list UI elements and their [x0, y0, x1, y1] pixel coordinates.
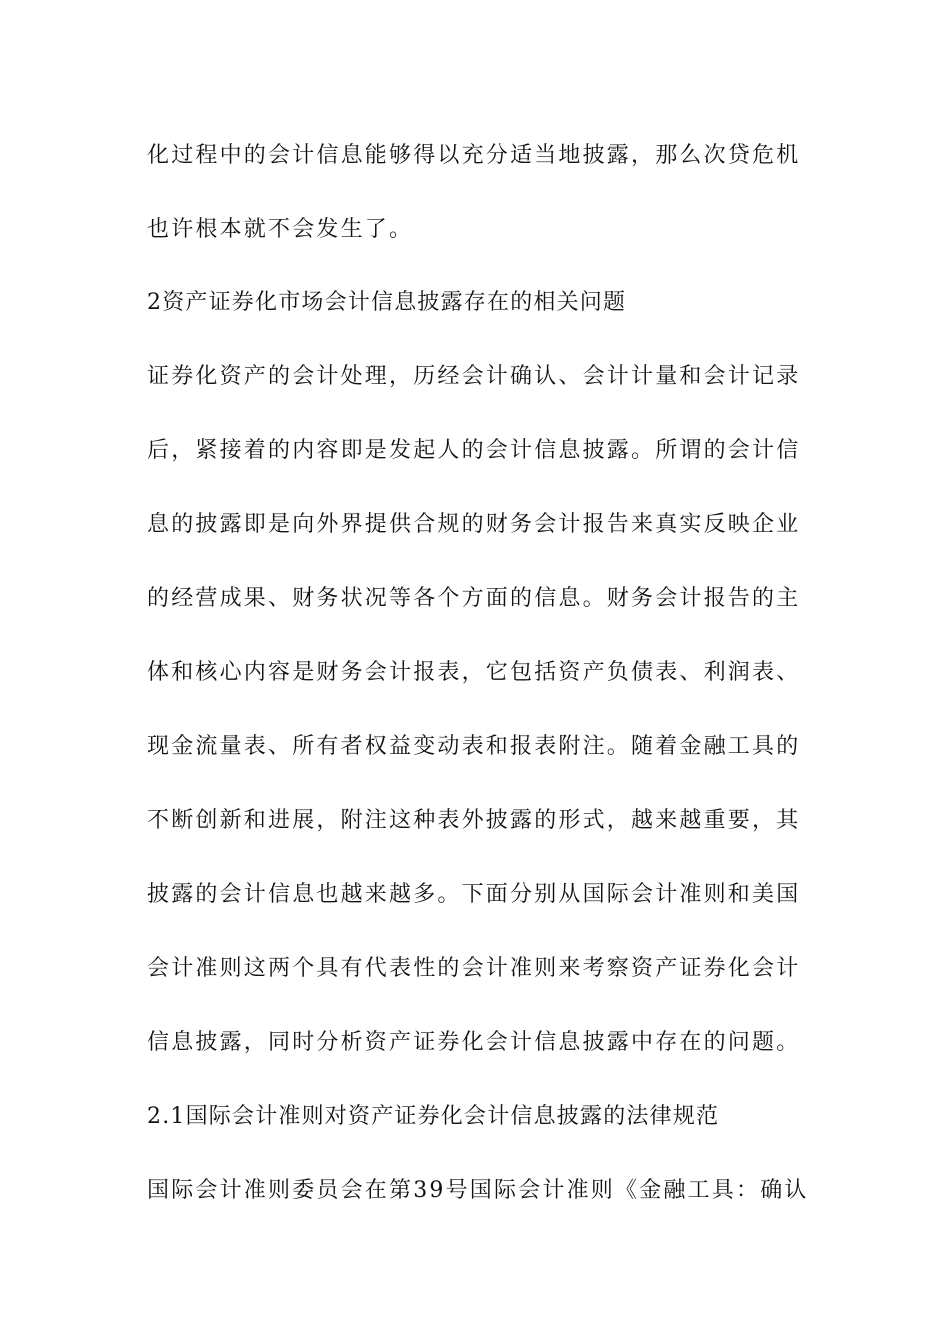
text-line: 国际会计准则委员会在第39号国际会计准则《金融工具：确认 — [147, 1178, 809, 1203]
section-heading: 2.1国际会计准则对资产证券化会计信息披露的法律规范 — [147, 1104, 720, 1129]
text-line: 体和核心内容是财务会计报表，它包括资产负债表、利润表、 — [147, 660, 801, 685]
text-line: 现金流量表、所有者权益变动表和报表附注。随着金融工具的 — [147, 734, 801, 759]
text-line: 不断创新和进展，附注这种表外披露的形式，越来越重要，其 — [147, 808, 801, 833]
text-line: 化过程中的会计信息能够得以充分适当地披露，那么次贷危机 — [147, 143, 801, 168]
text-line: 披露的会计信息也越来越多。下面分别从国际会计准则和美国 — [147, 882, 801, 907]
text-line: 息的披露即是向外界提供合规的财务会计报告来真实反映企业 — [147, 512, 801, 537]
text-line: 会计准则这两个具有代表性的会计准则来考察资产证券化会计 — [147, 956, 801, 981]
text-line: 信息披露，同时分析资产证券化会计信息披露中存在的问题。 — [147, 1030, 801, 1055]
text-line: 的经营成果、财务状况等各个方面的信息。财务会计报告的主 — [147, 586, 801, 611]
text-line: 后，紧接着的内容即是发起人的会计信息披露。所谓的会计信 — [147, 438, 801, 463]
section-heading: 2资产证券化市场会计信息披露存在的相关问题 — [147, 290, 627, 315]
text-line: 也许根本就不会发生了。 — [147, 217, 414, 242]
text-line: 证券化资产的会计处理，历经会计确认、会计计量和会计记录 — [147, 364, 801, 389]
